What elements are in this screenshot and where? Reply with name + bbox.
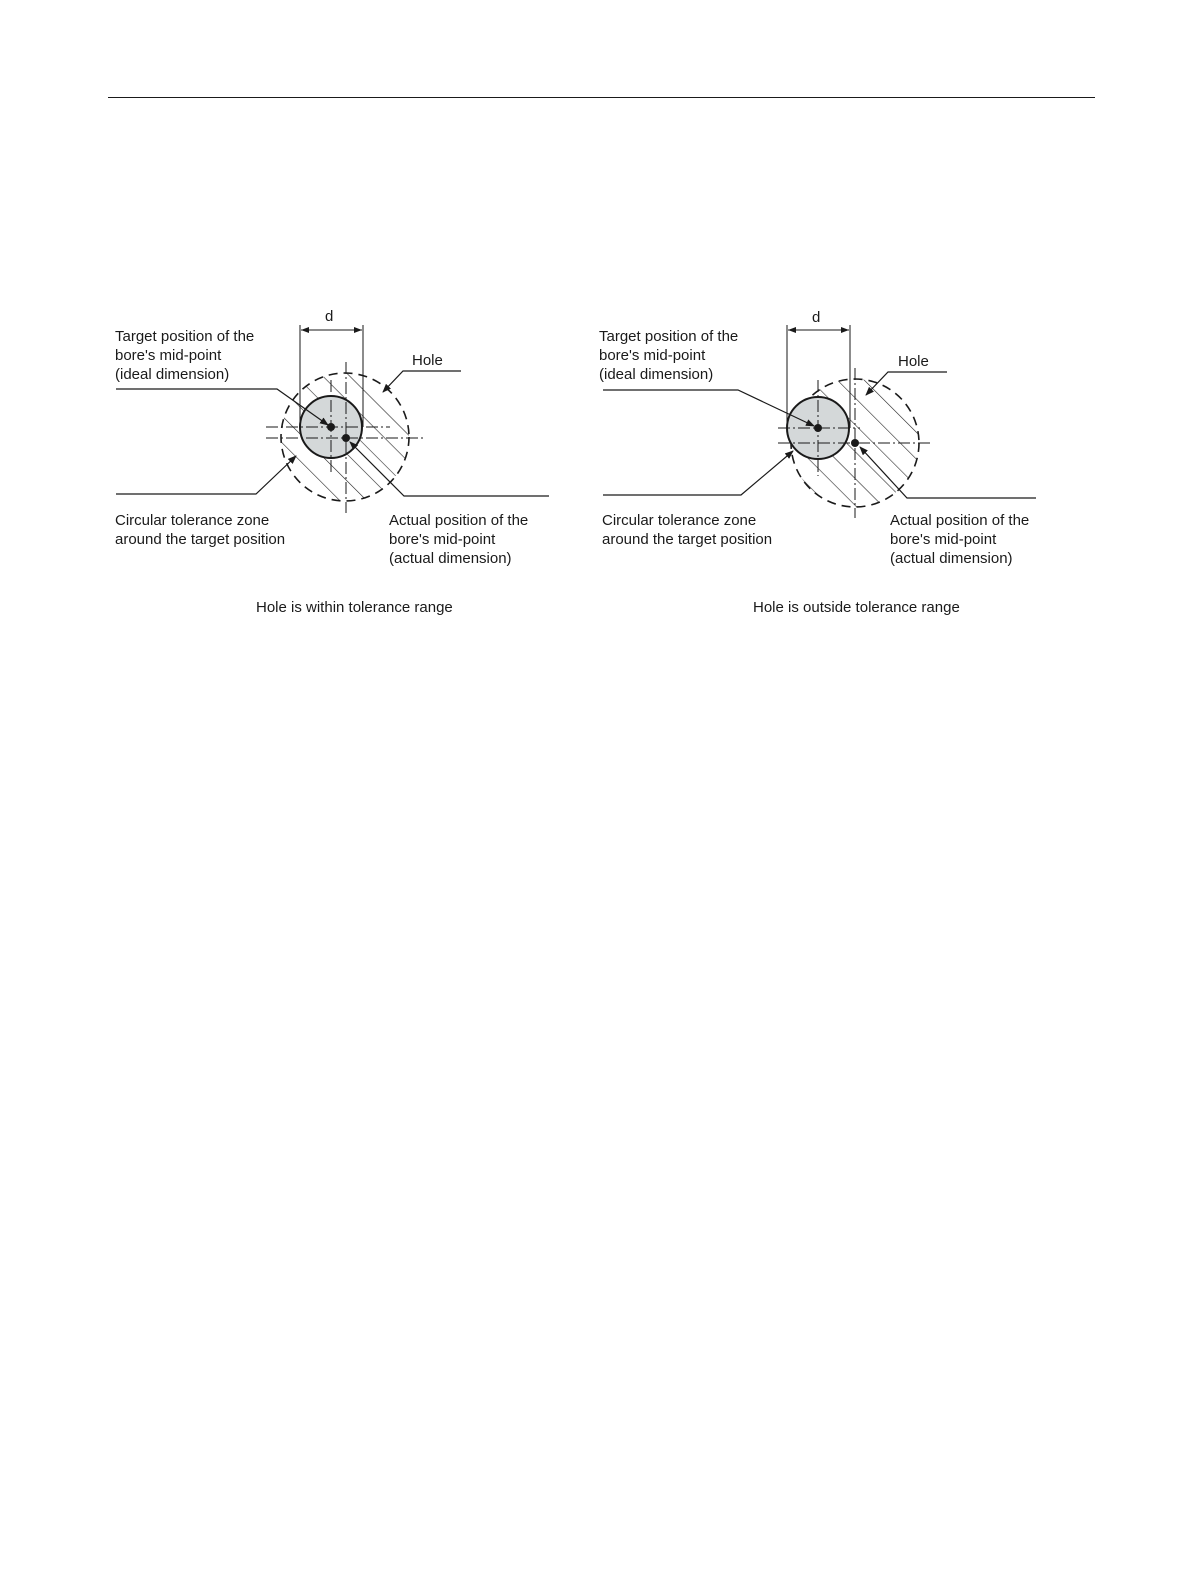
target-label [599,328,742,383]
actual-label-line-3: (actual dimension) [389,550,512,567]
dimension-label: d [325,308,334,325]
dimension-label: d [812,309,821,326]
zone-label-line-2: around the target position [602,531,773,548]
hole-label: Hole [412,352,443,369]
actual-label-line-2: bore's mid-point [389,531,496,548]
zone-label [115,512,285,548]
tolerance-diagram [0,0,1191,660]
target-point [327,423,335,431]
caption-within-tolerance: Hole is within tolerance range [256,599,453,616]
actual-label-line-1: Actual position of the [890,512,1030,529]
actual-label-line-2: bore's mid-point [890,531,997,548]
target-label-line-3: (ideal dimension) [115,366,230,383]
target-label-line-1: Target position of the [599,328,739,345]
target-label-line-2: bore's mid-point [115,347,222,364]
actual-label-line-3: (actual dimension) [890,550,1013,567]
actual-point [851,439,859,447]
zone-label-line-1: Circular tolerance zone [115,512,270,529]
target-label-line-3: (ideal dimension) [599,366,714,383]
target-label-line-2: bore's mid-point [599,347,706,364]
caption-outside-tolerance: Hole is outside tolerance range [753,599,960,616]
zone-leader [603,451,793,495]
zone-label-line-2: around the target position [115,531,286,548]
target-leader [603,390,814,426]
actual-label [389,512,532,567]
target-point [814,424,822,432]
hole-label: Hole [898,353,929,370]
target-label-line-1: Target position of the [115,328,255,345]
panel-within-tolerance [115,308,549,567]
actual-label-line-1: Actual position of the [389,512,529,529]
hole-leader [383,371,461,392]
zone-label-line-1: Circular tolerance zone [602,512,757,529]
actual-label [890,512,1033,567]
target-label [115,328,258,383]
actual-point [342,434,350,442]
zone-leader [116,456,296,494]
zone-label [602,512,772,548]
panel-outside-tolerance [599,309,1036,567]
